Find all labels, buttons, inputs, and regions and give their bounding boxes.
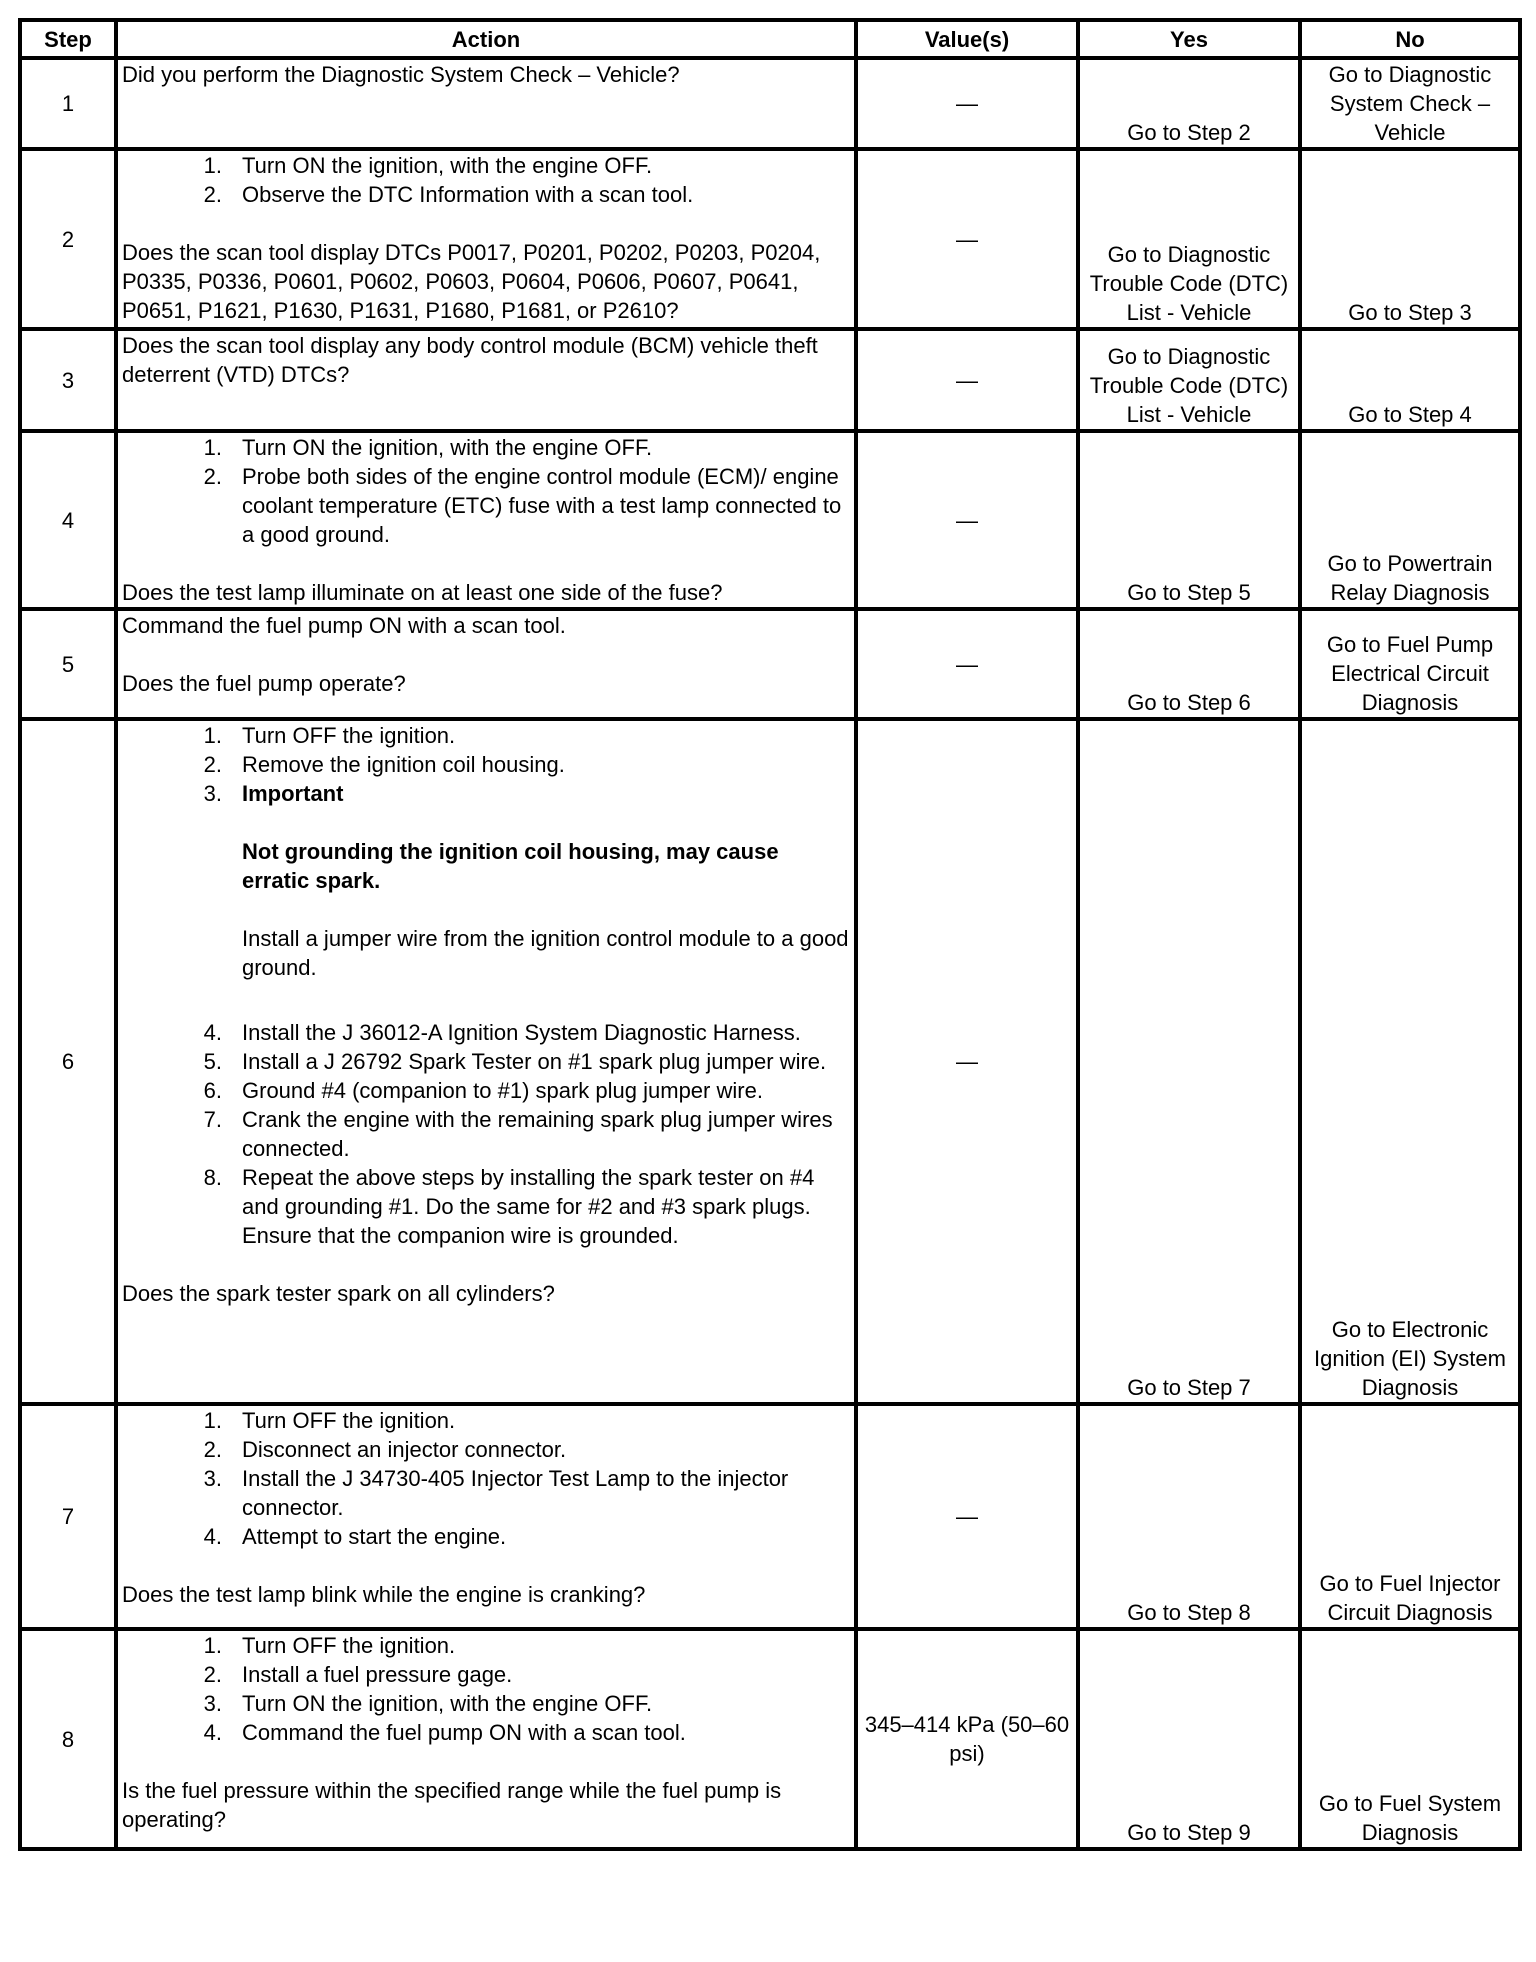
no-cell: Go to Fuel Pump Electrical Circuit Diagnosis — [1300, 609, 1520, 719]
list-item: 8 . Repeat the above steps by installing the spark tester on #4 and grounding #1. Do the same for #2 and #3 spark plugs. Ensure that the companion wire is grounded. — [122, 1163, 850, 1250]
table-row — [20, 431, 1520, 609]
important-body: Install a jumper wire from the ignition control module to a good ground. — [242, 926, 849, 980]
yes-cell: Go to Step 8 — [1078, 1404, 1300, 1629]
value-cell: — — [856, 719, 1078, 1404]
action-question: Is the fuel pressure within the specified range while the fuel pump is operating? — [122, 1778, 782, 1832]
table-row — [20, 719, 1520, 1404]
action-intro: Command the fuel pump ON with a scan tool. — [122, 613, 566, 638]
table-row — [20, 149, 1520, 329]
list-item: 3 . Install the J 34730-405 Injector Test Lamp to the injector connector. — [122, 1464, 850, 1522]
yes-cell: Go to Step 6 — [1078, 609, 1300, 719]
step-number: 5 — [20, 609, 116, 719]
action-question: Does the fuel pump operate? — [122, 671, 406, 696]
header-action: Action — [116, 20, 856, 58]
yes-cell: Go to Step 9 — [1078, 1629, 1300, 1849]
action-cell — [116, 149, 856, 329]
table-row — [20, 58, 1520, 149]
no-cell: Go to Fuel Injector Circuit Diagnosis — [1300, 1404, 1520, 1629]
action-cell — [116, 58, 856, 149]
step-list — [122, 721, 850, 808]
step-number: 7 — [20, 1404, 116, 1629]
yes-cell: Go to Step 7 — [1078, 719, 1300, 1404]
step-list — [122, 151, 850, 209]
list-item: 5 . Install a J 26792 Spark Tester on #1 spark plug jumper wire. — [122, 1047, 850, 1076]
yes-cell: Go to Step 2 — [1078, 58, 1300, 149]
list-item: 2 . Probe both sides of the engine control module (ECM)/ engine coolant temperature (ETC) fuse with a test lamp connected to a good ground. — [122, 462, 850, 549]
table-row — [20, 1629, 1520, 1849]
table-row — [20, 1404, 1520, 1629]
header-step: Step — [20, 20, 116, 58]
step-number: 6 — [20, 719, 116, 1404]
action-cell — [116, 1629, 856, 1849]
list-item: 1 . Turn OFF the ignition. — [122, 1406, 850, 1435]
list-item: 3 . Turn ON the ignition, with the engine OFF. — [122, 1689, 850, 1718]
step-number: 8 — [20, 1629, 116, 1849]
step-list — [122, 1406, 850, 1551]
action-cell — [116, 719, 856, 1404]
list-item: 2 . Install a fuel pressure gage. — [122, 1660, 850, 1689]
value-cell: — — [856, 149, 1078, 329]
important-heading: Important — [242, 781, 344, 806]
no-cell: Go to Powertrain Relay Diagnosis — [1300, 431, 1520, 609]
list-item: 2 . Observe the DTC Information with a scan tool. — [122, 180, 850, 209]
list-item: 1 . Turn ON the ignition, with the engine OFF. — [122, 151, 850, 180]
step-number: 1 — [20, 58, 116, 149]
header-no: No — [1300, 20, 1520, 58]
value-cell: 345–414 kPa (50–60 psi) — [856, 1629, 1078, 1849]
action-cell — [116, 1404, 856, 1629]
list-item: 4 . Install the J 36012-A Ignition System Diagnostic Harness. — [122, 1018, 850, 1047]
step-list — [122, 433, 850, 549]
list-item: 6 . Ground #4 (companion to #1) spark plug jumper wire. — [122, 1076, 850, 1105]
no-cell: Go to Fuel System Diagnosis — [1300, 1629, 1520, 1849]
no-cell: Go to Diagnostic System Check – Vehicle — [1300, 58, 1520, 149]
step-number: 2 — [20, 149, 116, 329]
value-cell: — — [856, 431, 1078, 609]
header-yes: Yes — [1078, 20, 1300, 58]
no-cell: Go to Step 3 — [1300, 149, 1520, 329]
step-list — [122, 1631, 850, 1747]
list-item: 3 . Important — [122, 779, 850, 808]
action-question: Does the test lamp blink while the engine is cranking? — [122, 1582, 646, 1607]
action-question: Does the test lamp illuminate on at least one side of the fuse? — [122, 580, 723, 605]
important-note — [242, 837, 850, 982]
action-cell — [116, 329, 856, 431]
value-cell: — — [856, 1404, 1078, 1629]
table-row — [20, 609, 1520, 719]
step-number: 3 — [20, 329, 116, 431]
action-cell — [116, 609, 856, 719]
yes-cell: Go to Diagnostic Trouble Code (DTC) List - Vehicle — [1078, 149, 1300, 329]
value-cell: — — [856, 329, 1078, 431]
yes-cell: Go to Step 5 — [1078, 431, 1300, 609]
list-item: 1 . Turn OFF the ignition. — [122, 721, 850, 750]
value-cell: — — [856, 609, 1078, 719]
action-cell — [116, 431, 856, 609]
list-item: 4 . Command the fuel pump ON with a scan tool. — [122, 1718, 850, 1747]
header-values: Value(s) — [856, 20, 1078, 58]
step-list — [122, 1018, 850, 1250]
no-cell: Go to Step 4 — [1300, 329, 1520, 431]
important-warning: Not grounding the ignition coil housing, may cause erratic spark. — [242, 839, 779, 893]
list-item: 1 . Turn ON the ignition, with the engine OFF. — [122, 433, 850, 462]
list-item: 4 . Attempt to start the engine. — [122, 1522, 850, 1551]
list-item: 2 . Disconnect an injector connector. — [122, 1435, 850, 1464]
step-number: 4 — [20, 431, 116, 609]
value-cell: — — [856, 58, 1078, 149]
diagnostic-table — [18, 18, 1522, 1851]
action-question: Does the scan tool display any body control module (BCM) vehicle theft deterrent (VTD) DTCs? — [122, 333, 818, 387]
table-row — [20, 329, 1520, 431]
list-item: 2 . Remove the ignition coil housing. — [122, 750, 850, 779]
header-row — [20, 20, 1520, 58]
no-cell: Go to Electronic Ignition (EI) System Diagnosis — [1300, 719, 1520, 1404]
list-item: 1 . Turn OFF the ignition. — [122, 1631, 850, 1660]
action-question: Does the spark tester spark on all cylinders? — [122, 1281, 555, 1306]
list-item: 7 . Crank the engine with the remaining spark plug jumper wires connected. — [122, 1105, 850, 1163]
yes-cell: Go to Diagnostic Trouble Code (DTC) List - Vehicle — [1078, 329, 1300, 431]
action-question: Did you perform the Diagnostic System Check – Vehicle? — [122, 62, 680, 87]
action-question: Does the scan tool display DTCs P0017, P0201, P0202, P0203, P0204, P0335, P0336, P0601, P0602, P0603, P0604, P0606, P0607, P0641, P0651, P1621, P1630, P1631, P1680, P1681, or P2610? — [122, 240, 821, 323]
